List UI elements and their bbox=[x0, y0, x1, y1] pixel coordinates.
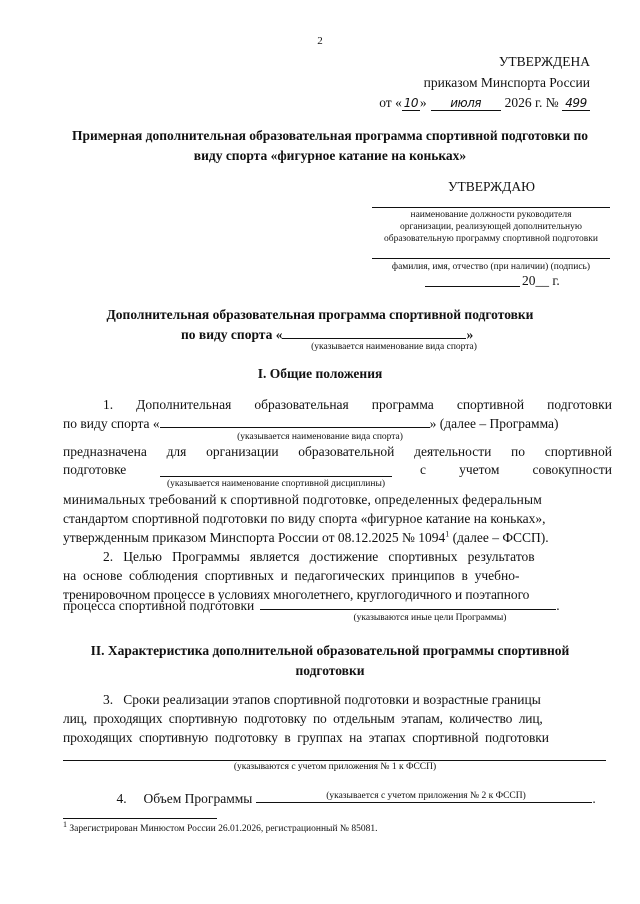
handwritten-month: июля bbox=[431, 96, 501, 111]
p1-line1: 1. Дополнительная образовательная программа спортивной подготовки bbox=[103, 397, 612, 412]
footnote-separator bbox=[63, 818, 217, 819]
p2-line3: тренировочном процессе в условиях многолетнего, круглогодичного и поэтапного bbox=[63, 587, 530, 602]
caption-position-2: организации, реализующей дополнительную bbox=[400, 222, 582, 232]
date-blank-line bbox=[425, 286, 520, 287]
caption-position-3: образовательную программу спортивной подготовки bbox=[383, 234, 598, 244]
date-year-tail: 20__ г. bbox=[522, 273, 560, 288]
sport-name-blank bbox=[282, 326, 466, 339]
section2-heading: II. Характеристика дополнительной образовательной программы спортивной подготовки bbox=[90, 643, 570, 678]
footnote-text: Зарегистрирован Минюстом России 26.01.2026, регистрационный № 85081. bbox=[67, 824, 378, 834]
p3-line1: 3. Сроки реализации этапов спортивной подготовки и возрастные границы bbox=[103, 692, 541, 707]
p2-line4: процесса спортивной подготовки . bbox=[63, 598, 560, 613]
footnote-ref: 1 bbox=[445, 529, 450, 539]
p3-blank bbox=[63, 760, 606, 761]
footnote bbox=[63, 819, 378, 834]
date-prefix: от « bbox=[379, 95, 402, 110]
caption-position-1: наименование должности руководителя bbox=[410, 210, 572, 220]
p2-line1: 2. Целью Программы является достижение спортивных результатов bbox=[103, 549, 535, 564]
handwritten-number: 499 bbox=[562, 96, 590, 111]
p1-line6: стандартом спортивной подготовки по виду спорта «фигурное катание на коньках», bbox=[63, 511, 546, 526]
program-title-suffix: » bbox=[466, 327, 474, 342]
approval-order-line: приказом Минспорта России bbox=[423, 75, 590, 90]
p4-caption: (указывается с учетом приложения № 2 к ФССП) bbox=[326, 791, 526, 801]
program-title-caption: (указывается наименование вида спорта) bbox=[311, 342, 477, 352]
approval-date-line: от « 10 » июля 2026 г. № 499 bbox=[379, 95, 590, 111]
sport-blank bbox=[160, 415, 430, 428]
date-year: 2026 г. № bbox=[504, 95, 559, 110]
program-title-prefix: по виду спорта « bbox=[181, 327, 283, 342]
p1-line5: минимальных требований к спортивной подготовке, определенных федеральным bbox=[63, 492, 542, 507]
p1-caption-sport: (указывается наименование вида спорта) bbox=[237, 432, 403, 442]
goals-blank bbox=[260, 597, 556, 610]
footnote-mark: 1 bbox=[63, 819, 67, 829]
p3-line3: проходящих спортивную подготовку в группах на этапах спортивной подготовки bbox=[63, 730, 549, 745]
p1-caption-discipline: (указывается наименование спортивной дисциплины) bbox=[166, 479, 386, 489]
signature-line-position bbox=[372, 207, 610, 208]
approve-head: УТВЕРЖДАЮ bbox=[448, 179, 536, 194]
program-title-line2 bbox=[181, 326, 473, 343]
section1-heading: I. Общие положения bbox=[257, 366, 383, 381]
page-number: 2 bbox=[317, 35, 323, 47]
p1-line4-right: с учетом совокупности bbox=[420, 462, 612, 477]
p3-caption: (указываются с учетом приложения № 1 к ФССП) bbox=[233, 762, 437, 772]
caption-name: фамилия, имя, отчество (при наличии) (подпись) bbox=[391, 262, 591, 272]
p3-line2: лиц, проходящих спортивную подготовку по отдельным этапам, количество лиц, bbox=[63, 711, 543, 726]
signature-line-name bbox=[372, 258, 610, 259]
p4-line: 4. Объем Программы . bbox=[116, 791, 596, 806]
p1-line3: предназначена для организации образовательной деятельности по спортивной bbox=[63, 444, 612, 459]
p2-caption: (указываются иные цели Программы) bbox=[353, 613, 507, 623]
discipline-blank bbox=[160, 476, 392, 477]
p1-line7: утвержденным приказом Минспорта России от 08.12.2025 № 1094$^1$ (далее – ФССП). bbox=[63, 529, 549, 545]
document-title: Примерная дополнительная образовательная программа спортивной подготовки по виду спорта «фигурное катание на коньках» bbox=[71, 128, 589, 163]
approval-title: УТВЕРЖДЕНА bbox=[498, 54, 590, 69]
handwritten-day: 10 bbox=[403, 96, 418, 110]
p1-line4-left: подготовке bbox=[63, 462, 127, 477]
program-title-line1: Дополнительная образовательная программа спортивной подготовки bbox=[106, 307, 534, 322]
p1-line2: по виду спорта « » (далее – Программа) bbox=[63, 416, 559, 431]
p2-line2: на основе соблюдения спортивных и педагогических принципов в учебно- bbox=[63, 568, 520, 583]
